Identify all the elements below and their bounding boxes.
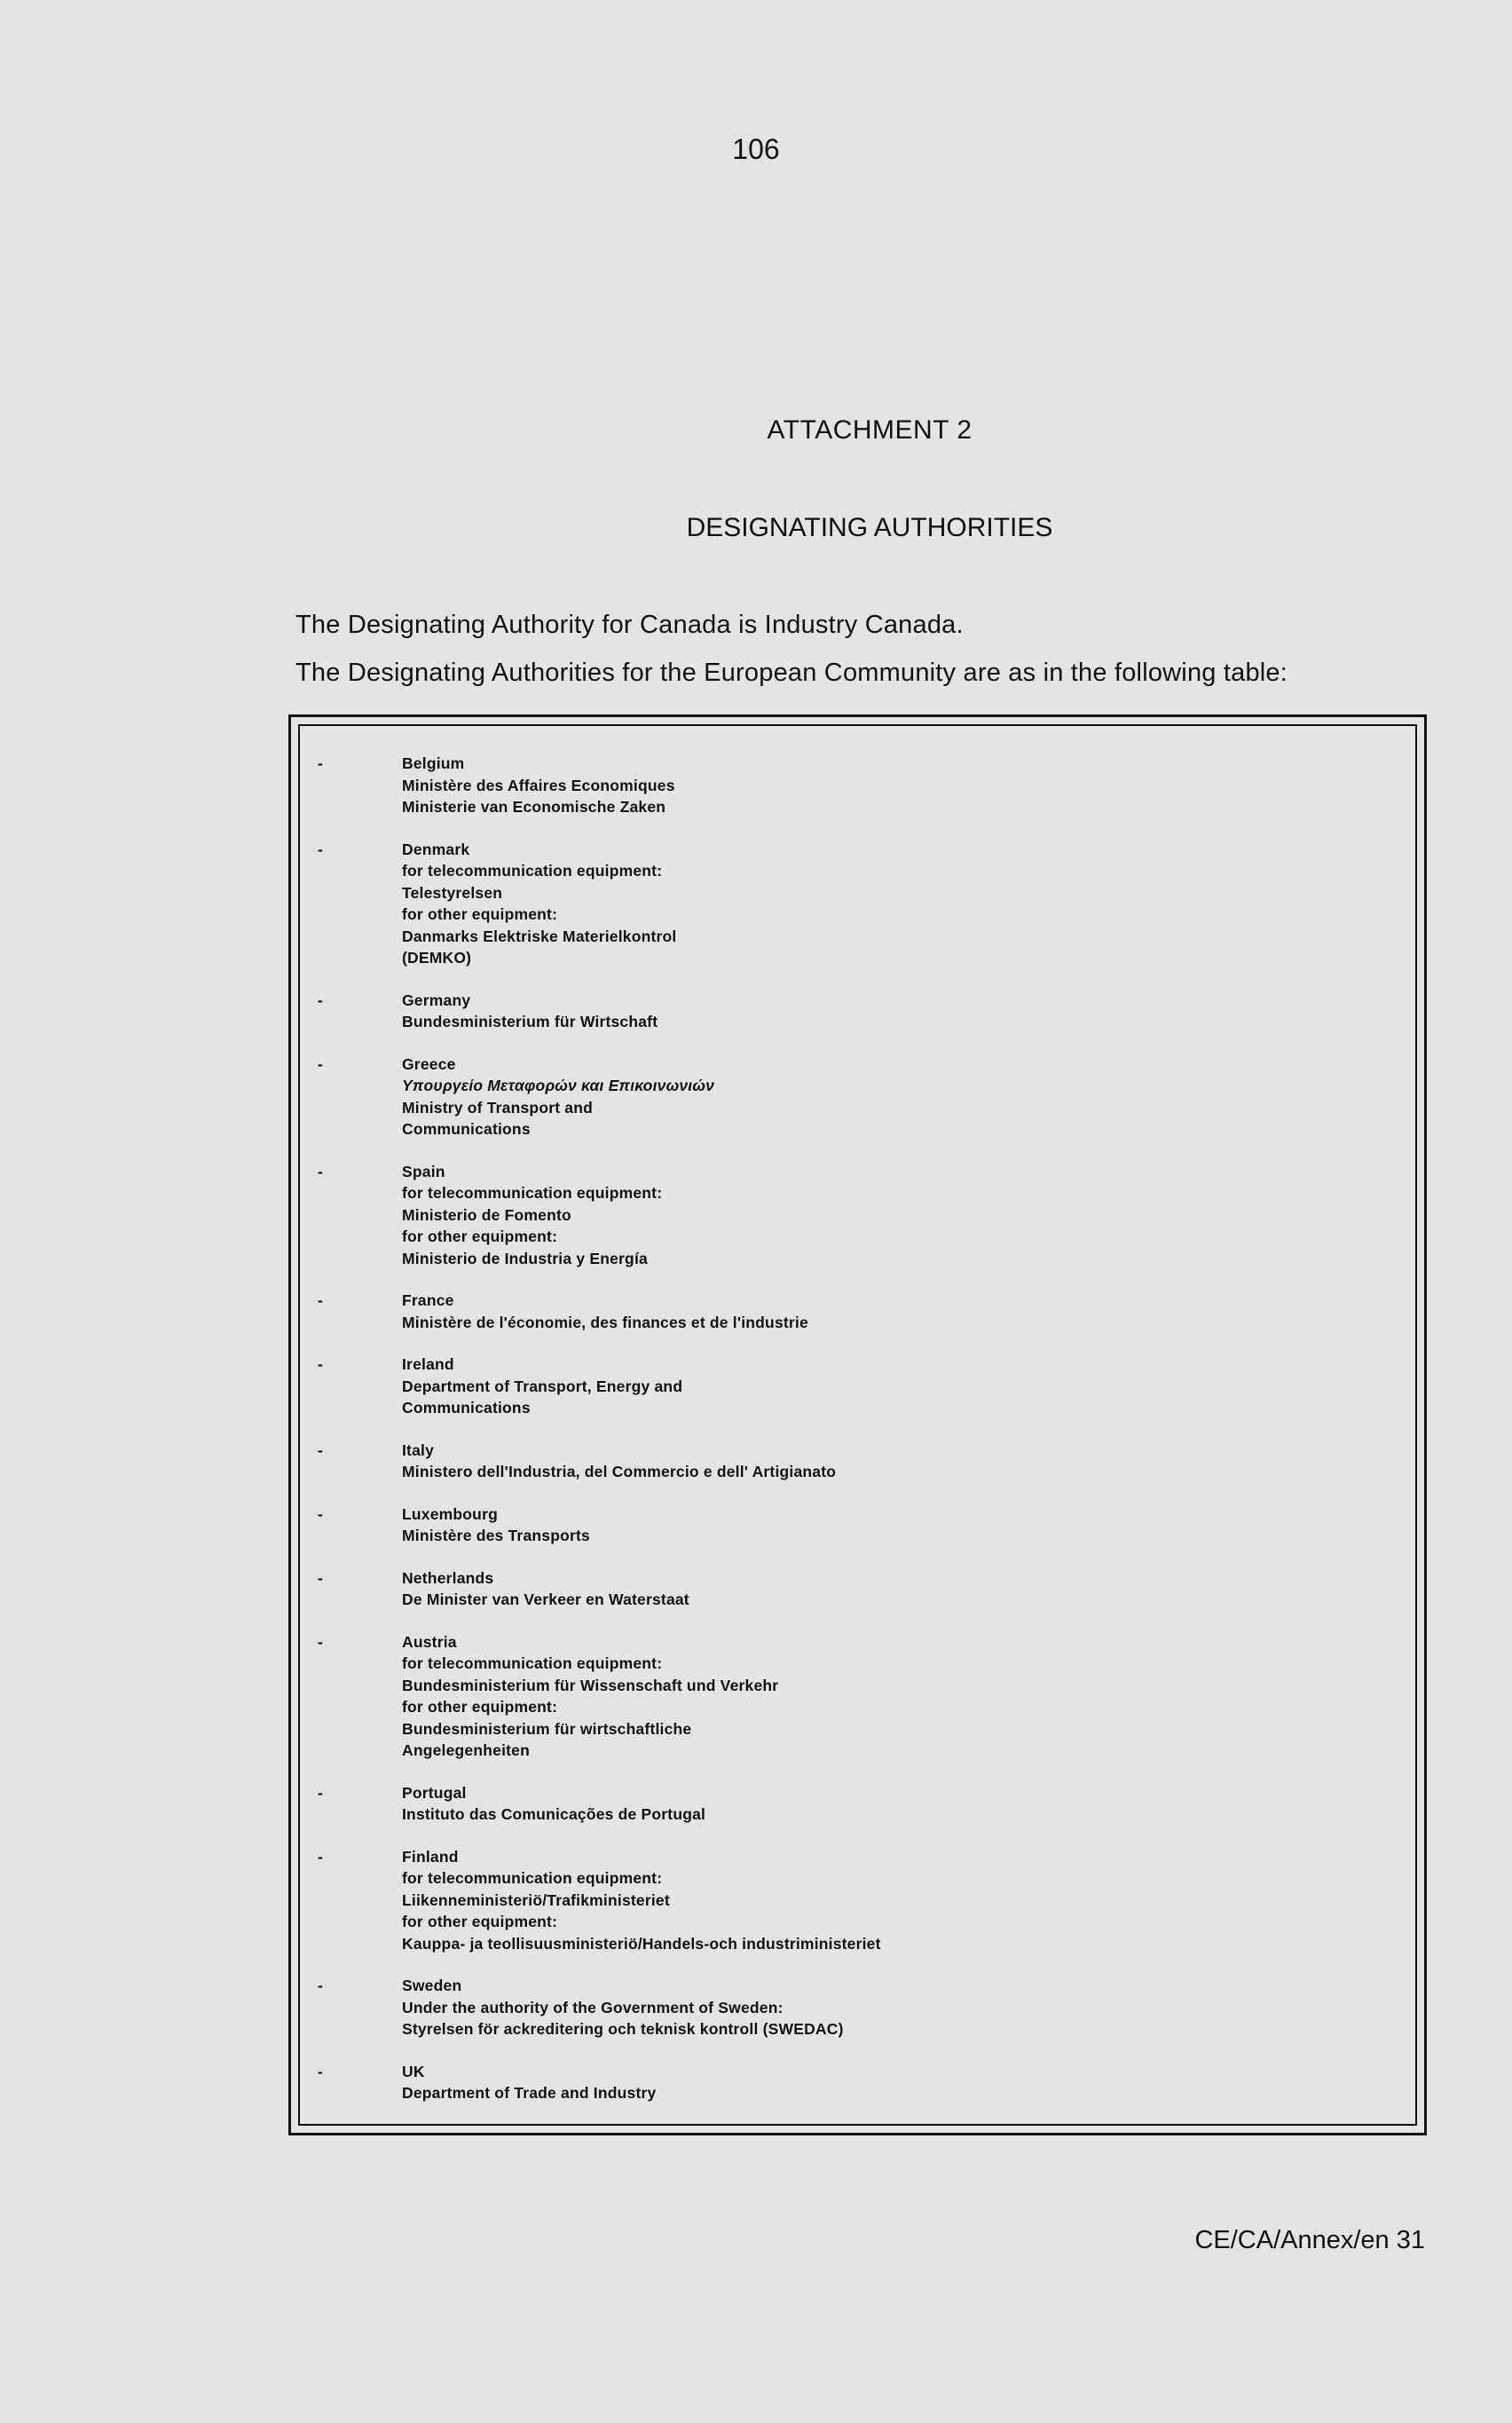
authority-line: Department of Trade and Industry <box>402 2084 657 2102</box>
page-number: 106 <box>732 133 780 165</box>
authority-line: Ministère des Affaires Economiques <box>402 776 675 794</box>
authority-entry <box>300 1567 1415 1611</box>
authority-line: for telecommunication equipment: <box>402 1184 663 1202</box>
authority-line: Communications <box>402 1120 531 1138</box>
list-dash: - <box>318 1977 324 1994</box>
bleed-through-text <box>692 462 698 489</box>
authority-entry <box>300 1782 1415 1826</box>
country-name: Spain <box>402 1162 445 1180</box>
authority-entry <box>300 990 1415 1033</box>
country-name: Netherlands <box>402 1568 494 1587</box>
authority-line: Under the authority of the Government of Sweden: <box>402 1998 784 2017</box>
authority-entry <box>300 1975 1415 2040</box>
country-name: Greece <box>402 1054 456 1073</box>
list-dash: - <box>318 754 324 772</box>
country-name: Italy <box>402 1440 435 1459</box>
authority-line: Bundesministerium für Wirtschaft <box>402 1013 658 1030</box>
authority-entry <box>300 1290 1415 1333</box>
authority-entry <box>300 839 1415 969</box>
attachment-title: ATTACHMENT 2 <box>767 415 973 445</box>
authority-line: Styrelsen för ackreditering och teknisk kontroll (SWEDAC) <box>402 2020 844 2038</box>
authority-entry <box>300 1846 1415 1955</box>
authority-entry <box>300 1054 1415 1140</box>
country-name: France <box>402 1291 454 1309</box>
authority-entry <box>300 1631 1415 1762</box>
list-dash: - <box>318 991 324 1009</box>
authority-line: Ministero dell'Industria, del Commercio e dell' Artigianato <box>402 1463 837 1480</box>
list-dash: - <box>318 1504 324 1523</box>
authority-line: Ministerio de Industria y Energía <box>402 1249 648 1267</box>
authority-line: (DEMKO) <box>402 949 472 967</box>
authority-line: Ministerie van Economische Zaken <box>402 798 666 816</box>
authority-line: for other equipment: <box>402 1227 558 1245</box>
authority-line: Angelegenheiten <box>402 1741 530 1759</box>
authority-entry <box>300 1161 1415 1270</box>
authority-line: for telecommunication equipment: <box>402 862 663 880</box>
authority-line: Ministère de l'économie, des finances et de l'industrie <box>402 1313 808 1331</box>
list-dash: - <box>318 1054 324 1073</box>
authority-line: Danmarks Elektriske Materielkontrol <box>402 927 677 945</box>
authority-line: for telecommunication equipment: <box>402 1869 663 1887</box>
country-name: Luxembourg <box>402 1504 498 1523</box>
authority-line: Instituto das Comunicações de Portugal <box>402 1805 706 1823</box>
document-reference: CE/CA/Annex/en 31 <box>1194 2226 1425 2254</box>
authority-line: Bundesministerium für Wissenschaft und Verkehr <box>402 1676 779 1694</box>
list-dash: - <box>318 2062 324 2080</box>
authority-line: for other equipment: <box>402 1698 558 1716</box>
authority-line: Ministère des Transports <box>402 1527 590 1544</box>
authority-entry <box>300 753 1415 818</box>
authority-line: Υπουργείο Μεταφορών και Επικοινωνιών <box>402 1077 715 1094</box>
intro-canada: The Designating Authority for Canada is Industry Canada. <box>295 611 964 639</box>
country-name: Austria <box>402 1632 457 1651</box>
country-name: Denmark <box>402 840 470 858</box>
section-title: DESIGNATING AUTHORITIES <box>686 513 1053 542</box>
country-name: Finland <box>402 1847 459 1866</box>
authority-line: for other equipment: <box>402 1913 558 1930</box>
country-name: UK <box>402 2062 425 2080</box>
authority-line: Department of Transport, Energy and <box>402 1377 683 1395</box>
list-dash: - <box>318 1632 324 1651</box>
country-name: Belgium <box>402 754 465 772</box>
authority-line: for telecommunication equipment: <box>402 1654 663 1672</box>
authority-line: De Minister van Verkeer en Waterstaat <box>402 1590 689 1608</box>
authorities-list <box>300 753 1415 2125</box>
authority-line: Telestyrelsen <box>402 883 503 902</box>
country-name: Sweden <box>402 1977 462 1994</box>
list-dash: - <box>318 1783 324 1802</box>
list-dash: - <box>318 840 324 858</box>
list-dash: - <box>318 1440 324 1459</box>
authority-entry <box>300 1440 1415 1483</box>
authority-line: Ministry of Transport and <box>402 1098 594 1117</box>
authority-line: Communications <box>402 1399 531 1417</box>
authority-line: Bundesministerium für wirtschaftliche <box>402 1719 692 1738</box>
authority-entry <box>300 2061 1415 2104</box>
authorities-table-inner-border <box>298 724 1417 2126</box>
country-name: Germany <box>402 991 471 1009</box>
list-dash: - <box>318 1291 324 1309</box>
authority-line: for other equipment: <box>402 905 558 923</box>
intro-european-community: The Designating Authorities for the European Community are as in the following table: <box>295 659 1288 687</box>
country-name: Ireland <box>402 1355 454 1373</box>
authority-line: Kauppa- ja teollisuusministeriö/Handels-och industriministeriet <box>402 1934 881 1953</box>
list-dash: - <box>318 1847 324 1866</box>
authority-entry <box>300 1504 1415 1547</box>
authorities-table <box>288 714 1427 2135</box>
list-dash: - <box>318 1162 324 1180</box>
list-dash: - <box>318 1568 324 1587</box>
country-name: Portugal <box>402 1783 467 1802</box>
list-dash: - <box>318 1355 324 1373</box>
authority-line: Ministerio de Fomento <box>402 1205 571 1224</box>
authority-line: Liikenneministeriö/Trafikministeriet <box>402 1890 670 1909</box>
authority-entry <box>300 1354 1415 1419</box>
